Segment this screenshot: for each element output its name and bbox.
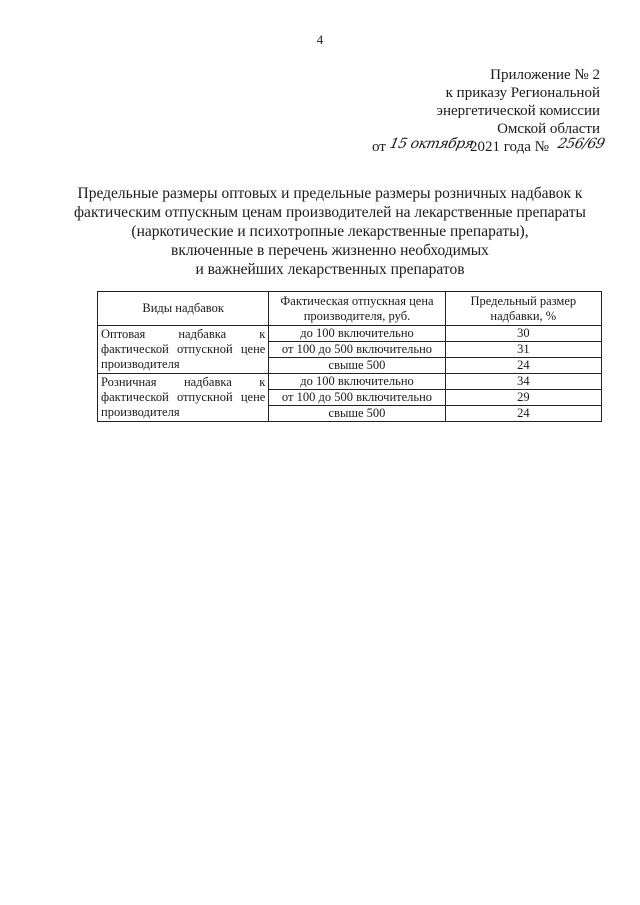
table-row xyxy=(98,374,602,390)
year-text: 2021 года № xyxy=(470,139,549,155)
order-date-line xyxy=(372,136,604,160)
page-number: 4 xyxy=(316,32,324,47)
header-percent: Предельный размер надбавки, % xyxy=(445,292,601,326)
handwritten-date: 15 октября xyxy=(388,136,476,152)
appendix-header xyxy=(437,66,600,138)
title-line-3: (наркотические и психотропные лекарственные препараты), xyxy=(131,223,529,240)
retail-markup-label: Розничная надбавка к фактической отпускной цене производителя xyxy=(98,374,269,422)
title-line-5: и важнейших лекарственных препаратов xyxy=(195,261,465,278)
percent-cell: 29 xyxy=(445,390,601,406)
appendix-commission: энергетической комиссии xyxy=(436,103,600,119)
date-prefix: от xyxy=(372,139,386,155)
appendix-order-ref: к приказу Региональной xyxy=(445,85,600,101)
table-header-row xyxy=(98,292,602,326)
price-range-cell: от 100 до 500 включительно xyxy=(269,342,445,358)
percent-cell: 24 xyxy=(445,358,601,374)
document-title xyxy=(60,184,600,279)
markups-table xyxy=(97,291,602,422)
wholesale-markup-label: Оптовая надбавка к фактической отпускной цене производителя xyxy=(98,326,269,374)
title-line-4: включенные в перечень жизненно необходимых xyxy=(171,242,489,259)
price-range-cell: свыше 500 xyxy=(269,358,445,374)
table-row xyxy=(98,326,602,342)
percent-cell: 31 xyxy=(445,342,601,358)
header-price: Фактическая отпускная цена производителя, руб. xyxy=(269,292,445,326)
title-line-2: фактическим отпускным ценам производителей на лекарственные препараты xyxy=(74,204,586,221)
percent-cell: 30 xyxy=(445,326,601,342)
appendix-region: Омской области xyxy=(497,121,600,137)
percent-cell: 34 xyxy=(445,374,601,390)
percent-cell: 24 xyxy=(445,406,601,422)
price-range-cell: от 100 до 500 включительно xyxy=(269,390,445,406)
appendix-title: Приложение № 2 xyxy=(490,67,600,83)
price-range-cell: до 100 включительно xyxy=(269,326,445,342)
title-line-1: Предельные размеры оптовых и предельные размеры розничных надбавок к xyxy=(77,185,583,202)
handwritten-order-number: 256/69 xyxy=(556,136,606,152)
header-markup-type: Виды надбавок xyxy=(98,292,269,326)
price-range-cell: до 100 включительно xyxy=(269,374,445,390)
price-range-cell: свыше 500 xyxy=(269,406,445,422)
